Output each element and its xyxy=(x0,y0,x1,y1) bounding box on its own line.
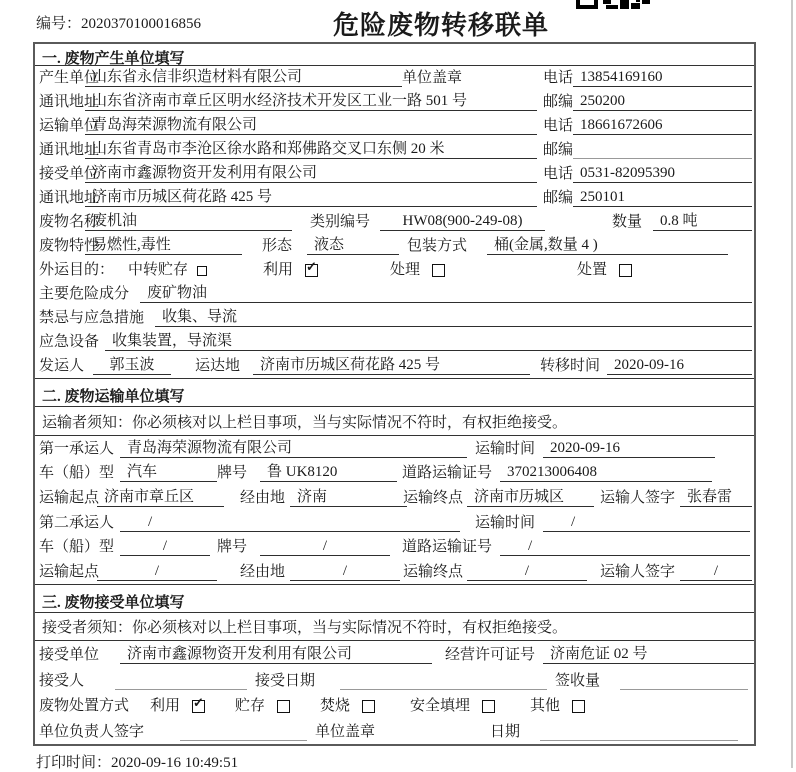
transfer-time-label: 转移时间 xyxy=(540,358,601,374)
disposal-method-row xyxy=(35,693,754,719)
form-state-value: 液态 xyxy=(307,237,399,255)
form-number-value: 2020370100016856 xyxy=(81,16,202,32)
emergency-measures-row xyxy=(35,306,754,330)
purpose-treat-checkbox xyxy=(432,264,445,277)
vehicle1-row xyxy=(35,461,754,486)
disposal-use-checkbox xyxy=(192,695,205,713)
checkbox-mark: ✓ xyxy=(306,259,317,274)
road-permit2-value: / xyxy=(500,538,750,556)
producer-phone-value: 13854169160 xyxy=(573,69,752,87)
disposal-store-label: 贮存 xyxy=(235,698,266,715)
waste-traits-row xyxy=(35,234,754,258)
emergency-measures-value: 收集、导流 xyxy=(155,309,752,327)
qr-block xyxy=(620,0,629,9)
producer-label: 产生单位 xyxy=(39,70,100,86)
disposal-landfill-label: 安全填埋 xyxy=(410,698,471,715)
receiver-address-value: 济南市历城区荷花路 425 号 xyxy=(85,189,537,207)
date-value xyxy=(540,723,738,741)
origin1-value: 济南市章丘区 xyxy=(97,489,224,507)
category-value: HW08(900-249-08) xyxy=(380,213,545,231)
phone-label: 电话 xyxy=(543,118,574,134)
qr-block xyxy=(642,0,650,4)
recipient-row xyxy=(35,667,754,693)
vehicle2-row xyxy=(35,535,754,560)
quantity-value: 0.8 吨 xyxy=(653,213,752,231)
producer-row xyxy=(35,66,754,90)
carrier1-time-value: 2020-09-16 xyxy=(543,440,715,458)
sender-label: 发运人 xyxy=(39,358,85,374)
purpose-transfer-checkbox xyxy=(197,266,207,276)
purpose-label: 外运目的： xyxy=(39,262,115,278)
sender-row xyxy=(35,354,754,378)
carrier2-label: 第二承运人 xyxy=(39,514,115,531)
waste-name-row xyxy=(35,210,754,234)
receiver-notice: 接受者须知：你必须核对以上栏目事项，当与实际情况不符时，有权拒绝接受。 xyxy=(35,613,754,641)
transporter-phone-value: 18661672606 xyxy=(573,117,752,135)
disposal-use-label: 利用 xyxy=(150,698,181,715)
qr-code-partial xyxy=(576,0,656,10)
waste-traits-label: 废物特性 xyxy=(39,238,100,254)
purpose-dispose-checkbox xyxy=(619,264,632,277)
transporter-sign-label: 运输人签字 xyxy=(600,490,676,507)
carrier2-value: / xyxy=(120,514,460,532)
transporter-sign-label: 运输人签字 xyxy=(600,564,676,581)
destination-label: 运达地 xyxy=(195,358,241,374)
carrier1-row xyxy=(35,436,754,461)
business-permit-value: 济南危证 02 号 xyxy=(543,646,754,664)
carrier2-time-value: / xyxy=(543,514,750,532)
purpose-treat-label: 处理 xyxy=(390,262,421,278)
receiver-row xyxy=(35,162,754,186)
emergency-equipment-row xyxy=(35,330,754,354)
qr-finder-block xyxy=(576,0,598,9)
packing-label: 包装方式 xyxy=(407,238,468,254)
checkbox-mark: ✓ xyxy=(193,695,204,711)
plate-label: 牌号 xyxy=(217,539,248,556)
waste-traits-value: 易燃性,毒性 xyxy=(85,237,242,255)
accept-unit-label: 接受单位 xyxy=(39,646,100,663)
end2-value: / xyxy=(467,563,587,581)
purpose-row xyxy=(35,258,754,282)
end-label: 运输终点 xyxy=(403,490,464,507)
section2-rows xyxy=(35,436,754,584)
transporter-zip-value xyxy=(573,141,752,159)
via2-value: / xyxy=(290,563,400,581)
unit-seal-label: 单位盖章 xyxy=(315,724,376,740)
disposal-other-checkbox xyxy=(572,700,585,713)
purpose-use-checkbox xyxy=(305,259,318,277)
vehicle-type-label: 车（船）型 xyxy=(39,465,115,482)
receiver-value: 济南市鑫源物资开发利用有限公司 xyxy=(85,165,537,183)
responsible-sign-row xyxy=(35,718,754,744)
main-hazard-row xyxy=(35,282,754,306)
section1-heading: 一. 废物产生单位填写 xyxy=(35,44,754,66)
accept-unit-value: 济南市鑫源物资开发利用有限公司 xyxy=(120,646,432,664)
form-number-label: 编号： xyxy=(36,16,82,32)
print-time-label: 打印时间： xyxy=(36,755,112,771)
transporter-address-value: 山东省青岛市李沧区徐水路和郑佛路交叉口东侧 20 米 xyxy=(85,141,537,159)
purpose-dispose-label: 处置 xyxy=(577,262,608,278)
qr-block xyxy=(606,5,618,9)
carrier1-value: 青岛海荣源物流有限公司 xyxy=(120,440,467,458)
responsible-sign-label: 单位负责人签字 xyxy=(39,724,145,740)
accept-unit-row xyxy=(35,641,754,667)
plate1-value: 鲁 UK8120 xyxy=(260,464,397,482)
origin-label: 运输起点 xyxy=(39,564,100,581)
zip-label: 邮编 xyxy=(543,94,574,110)
recipient-label: 接受人 xyxy=(39,672,85,689)
vehicle1-value: 汽车 xyxy=(120,464,217,482)
origin2-value: / xyxy=(97,563,217,581)
responsible-sign-value xyxy=(180,723,307,741)
section2-heading: 二. 废物运输单位填写 xyxy=(35,378,754,407)
address-label: 通讯地址 xyxy=(39,190,100,206)
qr-block xyxy=(631,3,640,9)
phone-label: 电话 xyxy=(543,70,574,86)
disposal-store-checkbox xyxy=(277,700,290,713)
signed-amount-label: 签收量 xyxy=(555,672,601,689)
section3-heading: 三. 废物接受单位填写 xyxy=(35,584,754,613)
accept-date-value xyxy=(340,672,547,690)
receiver-phone-value: 0531-82095390 xyxy=(573,165,752,183)
end-label: 运输终点 xyxy=(403,564,464,581)
unit-seal-label: 单位盖章 xyxy=(402,70,463,86)
producer-address-row xyxy=(35,90,754,114)
category-label: 类别编号 xyxy=(310,214,371,230)
waste-name-label: 废物名称 xyxy=(39,214,100,230)
transporter-value: 青岛海荣源物流有限公司 xyxy=(85,117,537,135)
page-edge-line xyxy=(791,0,793,768)
emergency-measures-label: 禁忌与应急措施 xyxy=(39,310,145,326)
qr-block xyxy=(636,0,640,2)
emergency-equipment-value: 收集装置，导流渠 xyxy=(105,333,752,351)
form-state-label: 形态 xyxy=(262,238,293,254)
end1-value: 济南市历城区 xyxy=(467,489,594,507)
producer-address-value: 山东省济南市章丘区明水经济技术开发区工业一路 501 号 xyxy=(85,93,537,111)
main-hazard-value: 废矿物油 xyxy=(140,285,752,303)
qr-block xyxy=(603,0,611,4)
route1-row xyxy=(35,485,754,510)
carrier1-label: 第一承运人 xyxy=(39,440,115,457)
road-permit1-value: 370213006408 xyxy=(500,464,712,482)
waste-name-value: 废机油 xyxy=(85,213,292,231)
plate-label: 牌号 xyxy=(217,465,248,482)
quantity-label: 数量 xyxy=(612,214,643,230)
producer-zip-value: 250200 xyxy=(573,93,752,111)
transporter-label: 运输单位 xyxy=(39,118,100,134)
transport-time-label: 运输时间 xyxy=(475,440,536,457)
carrier2-row xyxy=(35,510,754,535)
destination-value: 济南市历城区荷花路 425 号 xyxy=(253,357,530,375)
disposal-landfill-checkbox xyxy=(482,700,495,713)
emergency-equipment-label: 应急设备 xyxy=(39,334,100,350)
transport-time-label: 运输时间 xyxy=(475,514,536,531)
transfer-time-value: 2020-09-16 xyxy=(607,357,752,375)
origin-label: 运输起点 xyxy=(39,490,100,507)
receiver-label: 接受单位 xyxy=(39,166,100,182)
address-label: 通讯地址 xyxy=(39,94,100,110)
sender-value: 郭玉波 xyxy=(93,357,171,375)
packing-value: 桶(金属,数量 4 ) xyxy=(487,237,728,255)
date-label: 日期 xyxy=(490,724,521,740)
route2-row xyxy=(35,559,754,584)
producer-value: 山东省永信非织造材料有限公司 xyxy=(85,69,402,87)
receiver-zip-value: 250101 xyxy=(573,189,752,207)
via-label: 经由地 xyxy=(240,564,286,581)
print-time xyxy=(36,751,238,772)
transporter-notice: 运输者须知：你必须核对以上栏目事项，当与实际情况不符时，有权拒绝接受。 xyxy=(35,407,754,436)
road-permit-label: 道路运输证号 xyxy=(402,539,493,556)
form-number xyxy=(36,12,201,33)
transfer-form-table xyxy=(33,42,756,746)
section3-rows xyxy=(35,641,754,744)
vehicle2-value: / xyxy=(120,538,210,556)
purpose-transfer-label: 中转贮存 xyxy=(128,262,189,278)
signed-amount-value xyxy=(620,672,748,690)
transporter-row xyxy=(35,114,754,138)
receiver-address-row xyxy=(35,186,754,210)
sign1-value: 张春雷 xyxy=(680,489,752,507)
plate2-value: / xyxy=(260,538,390,556)
vehicle-type-label: 车（船）型 xyxy=(39,539,115,556)
zip-label: 邮编 xyxy=(543,142,574,158)
business-permit-label: 经营许可证号 xyxy=(445,646,536,663)
via1-value: 济南 xyxy=(290,489,407,507)
address-label: 通讯地址 xyxy=(39,142,100,158)
disposal-method-label: 废物处置方式 xyxy=(39,698,130,715)
purpose-use-label: 利用 xyxy=(263,262,294,278)
via-label: 经由地 xyxy=(240,490,286,507)
disposal-burn-label: 焚烧 xyxy=(320,698,351,715)
page-title: 危险废物转移联单 xyxy=(333,11,550,40)
road-permit-label: 道路运输证号 xyxy=(402,465,493,482)
disposal-other-label: 其他 xyxy=(530,698,561,715)
phone-label: 电话 xyxy=(543,166,574,182)
sign2-value: / xyxy=(680,563,752,581)
print-time-value: 2020-09-16 10:49:51 xyxy=(111,755,239,771)
section1-rows xyxy=(35,66,754,378)
main-hazard-label: 主要危险成分 xyxy=(39,286,130,302)
zip-label: 邮编 xyxy=(543,190,574,206)
transporter-address-row xyxy=(35,138,754,162)
accept-date-label: 接受日期 xyxy=(255,672,316,689)
recipient-value xyxy=(115,672,247,690)
disposal-burn-checkbox xyxy=(362,700,375,713)
